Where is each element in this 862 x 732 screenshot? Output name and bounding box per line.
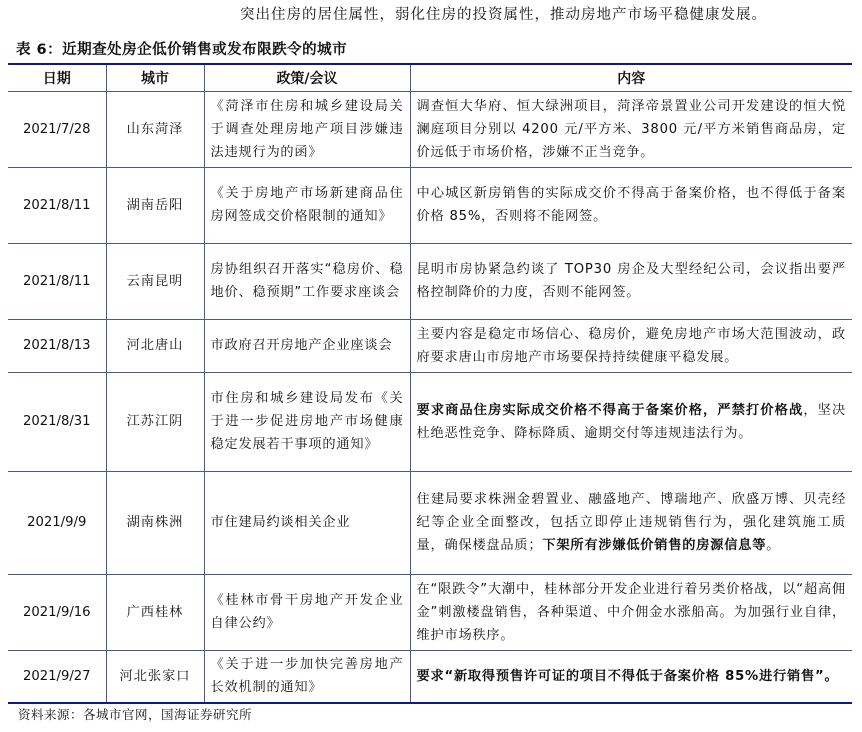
row-content-text: 在“限跌令”大潮中，桂林部分开发企业进行着另类价格战，以“超高佣金”刺激楼盘销售，各种渠道、中介佣金水涨船高。为加强行业自律，维护市场秩序。 xyxy=(416,581,846,643)
row-content-bold: 下架所有涉嫌低价销售的房源信息等 xyxy=(542,538,767,553)
row-city: 山东菏泽 xyxy=(106,91,204,167)
header-city: 城市 xyxy=(106,64,204,91)
row-content-text: 中心城区新房销售的实际成交价不得高于备案价格，也不得低于备案价格 85%，否则将不能网签。 xyxy=(416,186,846,224)
row-content xyxy=(410,574,852,650)
row-content xyxy=(410,319,852,372)
intro-text: 突出住房的居住属性，弱化住房的投资属性，推动房地产市场平稳健康发展。 xyxy=(240,7,767,23)
table-row xyxy=(8,471,852,574)
row-content xyxy=(410,91,852,167)
city-policy-table xyxy=(8,63,852,704)
row-city: 广西桂林 xyxy=(106,574,204,650)
row-content-text: ，坚决杜绝恶性竞争、降标降质、逾期交付等违规违法行为。 xyxy=(416,402,846,441)
row-date: 2021/8/31 xyxy=(8,372,106,471)
row-content-text: 住建局要求株洲金碧置业、融盛地产、博瑞地产、欣盛万博、贝壳经纪等企业全面整改，包括立即停止违规销售行为，强化建筑施工质量，确保楼盘品质； xyxy=(416,492,846,553)
row-policy: 《关于房地产市场新建商品住房网签成交价格限制的通知》 xyxy=(204,167,410,243)
row-date: 2021/9/9 xyxy=(8,471,106,574)
row-content xyxy=(410,243,852,319)
row-date: 2021/9/27 xyxy=(8,650,106,703)
table-header-row xyxy=(8,64,852,91)
row-date: 2021/7/28 xyxy=(8,91,106,167)
row-date: 2021/8/13 xyxy=(8,319,106,372)
row-date: 2021/8/11 xyxy=(8,167,106,243)
row-content xyxy=(410,167,852,243)
table-row xyxy=(8,243,852,319)
table-row xyxy=(8,372,852,471)
row-content-bold: 要求商品住房实际成交价格不得高于备案价格，严禁打价格战 xyxy=(416,402,804,418)
row-content-bold: 要求“新取得预售许可证的项目不得低于备案价格 85%进行销售”。 xyxy=(416,668,839,684)
header-policy: 政策/会议 xyxy=(204,64,410,91)
row-content-text: 主要内容是稳定市场信心、稳房价，避免房地产市场大范围波动，政府要求唐山市房地产市场要保持持续健康平稳发展。 xyxy=(416,326,846,365)
row-city: 云南昆明 xyxy=(106,243,204,319)
row-city: 湖南岳阳 xyxy=(106,167,204,243)
row-content xyxy=(410,650,852,703)
row-policy: 市住建局约谈相关企业 xyxy=(204,471,410,574)
row-content xyxy=(410,372,852,471)
table-row xyxy=(8,91,852,167)
row-content-text: 昆明市房协紧急约谈了 TOP30 房企及大型经纪公司，会议指出要严格控制降价的力度，否则不能网签。 xyxy=(416,262,846,300)
table-row xyxy=(8,319,852,372)
row-city: 河北张家口 xyxy=(106,650,204,703)
row-city: 河北唐山 xyxy=(106,319,204,372)
row-policy: 市住房和城乡建设局发布《关于进一步促进房地产市场健康稳定发展若干事项的通知》 xyxy=(204,372,410,471)
table-row xyxy=(8,650,852,703)
row-date: 2021/8/11 xyxy=(8,243,106,319)
row-content-text: 调查恒大华府、恒大绿洲项目，菏泽帝景置业公司开发建设的恒大悦澜庭项目分别以 4200 元/平方米、3800 元/平方米销售商品房，定价远低于市场价格，涉嫌不正当竞争。 xyxy=(416,98,846,160)
table-title: 表 6：近期查处房企低价销售或发布限跌令的城市 xyxy=(16,42,348,58)
row-content xyxy=(410,471,852,574)
row-policy: 《关于进一步加快完善房地产长效机制的通知》 xyxy=(204,650,410,703)
table-row xyxy=(8,167,852,243)
row-policy: 市政府召开房地产企业座谈会 xyxy=(204,319,410,372)
row-city: 湖南株洲 xyxy=(106,471,204,574)
row-policy: 《菏泽市住房和城乡建设局关于调查处理房地产项目涉嫌违法违规行为的函》 xyxy=(204,91,410,167)
row-policy: 房协组织召开落实“稳房价、稳地价、稳预期”工作要求座谈会 xyxy=(204,243,410,319)
header-date: 日期 xyxy=(8,64,106,91)
row-city: 江苏江阴 xyxy=(106,372,204,471)
source-note: 资料来源：各城市官网，国海证券研究所 xyxy=(18,707,253,722)
row-policy: 《桂林市骨干房地产开发企业自律公约》 xyxy=(204,574,410,650)
table-row xyxy=(8,574,852,650)
header-content: 内容 xyxy=(410,64,852,91)
row-content-tail: 。 xyxy=(766,538,781,553)
row-date: 2021/9/16 xyxy=(8,574,106,650)
